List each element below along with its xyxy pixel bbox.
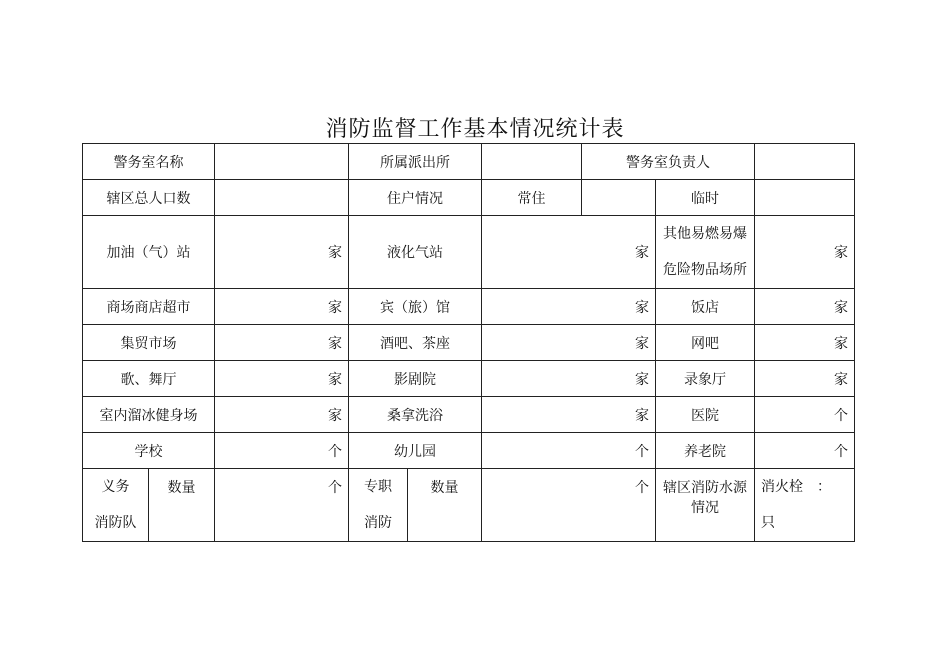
label-market: 集贸市场 (83, 325, 215, 361)
field-office-leader[interactable] (755, 144, 855, 180)
field-hotel[interactable]: 家 (482, 289, 656, 325)
label-fulltime-quantity: 数量 (408, 469, 482, 542)
label-ice-rink-gym: 室内溜冰健身场 (83, 397, 215, 433)
label-sauna: 桑拿洗浴 (349, 397, 482, 433)
label-police-station: 所属派出所 (349, 144, 482, 180)
field-permanent[interactable] (582, 180, 656, 216)
label-kindergarten: 幼儿园 (349, 433, 482, 469)
field-total-population[interactable] (215, 180, 349, 216)
field-volunteer-quantity[interactable]: 个 (215, 469, 349, 542)
statistics-form-table (82, 143, 855, 542)
field-video-hall[interactable]: 家 (755, 361, 855, 397)
field-kindergarten[interactable]: 个 (482, 433, 656, 469)
label-hydrant: 消火栓 ： (761, 479, 831, 495)
label-fulltime-fire (349, 469, 408, 542)
label-gas-station: 加油（气）站 (83, 216, 215, 289)
table-row (83, 361, 855, 397)
table-row (83, 144, 855, 180)
label-bar: 酒吧、茶座 (349, 325, 482, 361)
label-water-source: 辖区消防水源情况 (656, 469, 755, 542)
label-volunteer-line2: 消防队 (94, 515, 137, 531)
field-dance-hall[interactable]: 家 (215, 361, 349, 397)
label-lpg-station: 液化气站 (349, 216, 482, 289)
label-restaurant: 饭店 (656, 289, 755, 325)
table-row (83, 469, 855, 542)
label-hydrant-unit: 只 (761, 515, 775, 531)
label-fulltime-line2: 消防 (364, 515, 392, 531)
label-other-hazardous-line2: 危险物品场所 (663, 262, 747, 278)
label-temporary: 临时 (656, 180, 755, 216)
label-permanent: 常住 (482, 180, 582, 216)
label-volunteer-line1: 义务 (101, 479, 130, 495)
table-row (83, 433, 855, 469)
field-cinema[interactable]: 家 (482, 361, 656, 397)
field-ice-rink-gym[interactable]: 家 (215, 397, 349, 433)
label-nursing-home: 养老院 (656, 433, 755, 469)
field-lpg-station[interactable]: 家 (482, 216, 656, 289)
label-other-hazardous-line1: 其他易燃易爆 (663, 226, 747, 242)
field-nursing-home[interactable]: 个 (755, 433, 855, 469)
field-hospital[interactable]: 个 (755, 397, 855, 433)
field-hydrant-count[interactable] (755, 469, 855, 542)
table-row (83, 325, 855, 361)
label-mall: 商场商店超市 (83, 289, 215, 325)
field-mall[interactable]: 家 (215, 289, 349, 325)
label-fulltime-line1: 专职 (364, 479, 392, 495)
table-row (83, 180, 855, 216)
label-hospital: 医院 (656, 397, 755, 433)
field-restaurant[interactable]: 家 (755, 289, 855, 325)
field-bar[interactable]: 家 (482, 325, 656, 361)
label-school: 学校 (83, 433, 215, 469)
label-cinema: 影剧院 (349, 361, 482, 397)
table-row (83, 397, 855, 433)
field-police-office-name[interactable] (215, 144, 349, 180)
label-volunteer-quantity: 数量 (149, 469, 215, 542)
field-other-hazardous[interactable]: 家 (755, 216, 855, 289)
label-police-office-name: 警务室名称 (83, 144, 215, 180)
page-title: 消防监督工作基本情况统计表 (325, 117, 625, 142)
table-row (83, 289, 855, 325)
label-office-leader: 警务室负责人 (582, 144, 755, 180)
field-gas-station[interactable]: 家 (215, 216, 349, 289)
label-household: 住户情况 (349, 180, 482, 216)
field-fulltime-quantity[interactable]: 个 (482, 469, 656, 542)
field-internet-cafe[interactable]: 家 (755, 325, 855, 361)
field-sauna[interactable]: 家 (482, 397, 656, 433)
label-volunteer-fire-team (83, 469, 149, 542)
label-video-hall: 录象厅 (656, 361, 755, 397)
field-school[interactable]: 个 (215, 433, 349, 469)
label-hotel: 宾（旅）馆 (349, 289, 482, 325)
field-market[interactable]: 家 (215, 325, 349, 361)
field-temporary[interactable] (755, 180, 855, 216)
label-other-hazardous (656, 216, 755, 289)
label-dance-hall: 歌、舞厅 (83, 361, 215, 397)
label-internet-cafe: 网吧 (656, 325, 755, 361)
table-row (83, 216, 855, 289)
field-police-station[interactable] (482, 144, 582, 180)
label-total-population: 辖区总人口数 (83, 180, 215, 216)
